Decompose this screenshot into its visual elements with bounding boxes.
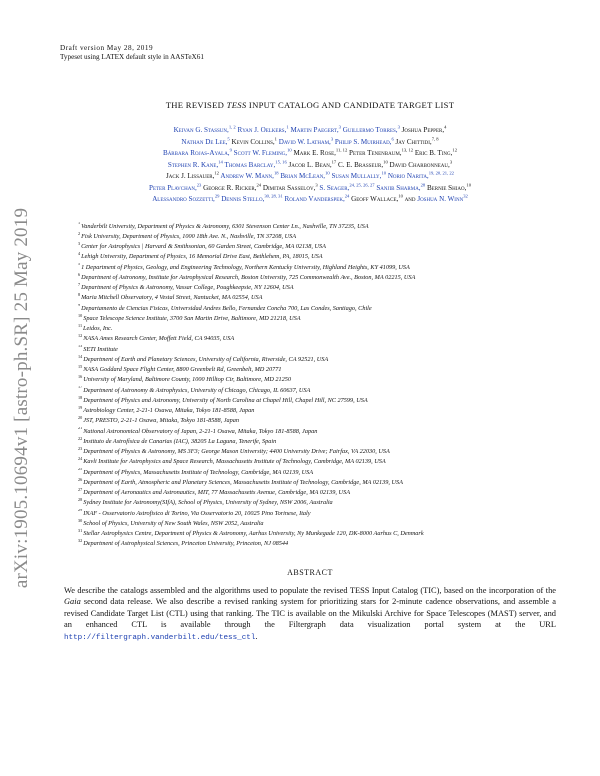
affiliation-marker: 12 — [214, 170, 219, 176]
author-link[interactable]: Brian McLean,$^{10}$ — [280, 170, 330, 180]
author-link[interactable]: Dennis Stello,$^{30, 28, 31}$ — [221, 193, 283, 203]
author-name: Jack J. Lissauer,$^{12}$ — [166, 170, 219, 180]
affiliation-marker: 7, 8 — [431, 136, 439, 142]
author-link[interactable]: Andrew W. Mann,$^{18}$ — [220, 170, 279, 180]
affiliation-item: $^{11}$Leidos, Inc. — [78, 324, 113, 332]
author-name: and — [404, 195, 416, 203]
author-link[interactable]: Philip S. Muirhead,$^6$ — [334, 136, 394, 146]
author-link[interactable]: Bárbara Rojas-Ayala,$^9$ — [162, 147, 232, 157]
author-name: Joshua Pepper,$^4$ — [401, 124, 447, 134]
author-link[interactable]: Guillermo Torres,$^3$ — [342, 124, 400, 134]
affiliation-marker: 10 — [466, 182, 471, 188]
affiliation-list — [60, 222, 560, 550]
affiliation-item: $^{24}$Kavli Institute for Astrophysics and Space Research, Massachusetts Institute of Technology, Cambridge, MA 02139, USA — [78, 457, 386, 466]
author-link[interactable]: Roland Vanderspek,$^{24}$ — [284, 193, 350, 203]
affiliation-marker: 23 — [196, 182, 202, 188]
author-link[interactable]: Susan Mullally,$^{10}$ — [331, 170, 387, 180]
affiliation-item: $^{16}$University of Maryland, Baltimore County, 1000 Hilltop Cir, Baltimore, MD 21250 — [78, 375, 292, 384]
affiliation-marker: 24, 25, 26, 27 — [349, 182, 375, 188]
affiliation-item: $^{25}$Department of Physics, Massachusetts Institute of Technology, Cambridge, MA 02139, USA — [78, 467, 314, 476]
paper-title: THE REVISED TESS INPUT CATALOG AND CANDIDATE TARGET LIST — [165, 100, 455, 110]
author-name: Kevin Collins,$^1$ — [231, 136, 277, 146]
affiliation-marker: 5 — [227, 136, 230, 142]
affiliation-marker: 3 — [449, 159, 453, 165]
author-link[interactable]: Nathan De Lee,$^5$ — [181, 136, 230, 146]
paper-page — [60, 44, 560, 644]
affiliation-item: $^{26}$Department of Earth, Atmospheric and Planetary Sciences, Massachusetts Institute of Technology, Cambridge, MA 02139, USA — [78, 477, 404, 486]
author-link[interactable]: Alessandro Sozzetti,$^{29}$ — [152, 193, 220, 203]
affiliation-marker: 15, 16 — [275, 159, 287, 165]
author-link[interactable]: Joshua N. Winn$^{32}$ — [417, 193, 468, 203]
affiliation-marker: 32 — [463, 193, 468, 199]
affiliation-item: $^{29}$INAF - Osservatorio Astrofisico di Torino, Via Osservatorio 20, 10025 Pino Torinese, Italy — [78, 508, 311, 517]
author-line — [60, 148, 560, 160]
author-link[interactable]: Thomas Barclay,$^{15, 16}$ — [224, 159, 287, 169]
author-link[interactable]: David W. Latham,$^3$ — [278, 136, 334, 146]
affiliation-marker: 3 — [315, 182, 318, 188]
affiliation-item: $^3$Center for Astrophysics | Harvard & Smithsonian, 60 Garden Street, Cambridge, MA 02138, USA — [78, 242, 326, 250]
affiliation-marker: 14 — [218, 159, 223, 165]
affiliation-item: $^9$Departamento de Ciencias Fisicas, Universidad Andres Bello, Fernandez Concha 700, Las Condes, Santiago, Chile — [78, 303, 372, 312]
author-name: Dimitar Sasselov,$^3$ — [262, 182, 318, 192]
author-name: Jacob L. Bean,$^{17}$ — [288, 159, 337, 169]
affiliation-marker: 12 — [452, 147, 458, 153]
preprint-header — [60, 44, 560, 62]
affiliation-item: $^1$Vanderbilt University, Department of Physics & Astronomy, 6301 Stevenson Center Ln., Nashville, TN 37235, USA — [78, 221, 369, 230]
author-line — [60, 183, 560, 195]
affiliation-item: $^{30}$School of Physics, University of New South Wales, NSW 2052, Australia — [78, 518, 264, 527]
affiliation-item: $^6$Department of Astronomy, Institute for Astrophysical Research, Boston University, 725 Commonwealth Ave., Boston, MA 02215, USA — [78, 272, 416, 281]
author-link[interactable]: Ryan J. Oelkers,$^1$ — [237, 124, 289, 134]
affiliation-item: $^5$1 Department of Physics, Geology, and Engineering Technology, Northern Kentucky University, Highland Heights, KY 41099, USA — [78, 262, 410, 271]
author-name: Jay Chittidi,$^{7, 8}$ — [395, 136, 439, 146]
affiliation-item: $^{22}$Instituto de Astrofísica de Canarias (IAC), 38205 La Laguna, Tenerife, Spain — [78, 436, 277, 445]
affiliation-marker: 1 — [286, 124, 289, 130]
affiliation-marker: 3 — [330, 136, 334, 142]
author-line — [60, 137, 560, 149]
author-link[interactable]: Norio Narita,$^{19, 20, 21, 22}$ — [387, 170, 454, 180]
author-name: Mark E. Rose,$^{11, 12}$ — [293, 147, 348, 157]
affiliation-item: $^{18}$Department of Physics and Astronomy, University of North Carolina at Chapel Hill, Chapel Hill, NC 27599, USA — [78, 395, 368, 404]
author-link[interactable]: S. Seager,$^{24, 25, 26, 27}$ — [319, 182, 375, 192]
affiliation-item: $^{31}$Stellar Astrophysics Centre, Department of Physics & Astronomy, Aarhus University, Ny Munkegade 120, DK-8000 Aarhus C, Denmark — [78, 529, 424, 537]
affiliation-marker: 3 — [397, 124, 400, 130]
affiliation-item: $^{15}$NASA Goddard Space Flight Center, 8800 Greenbelt Rd, Greenbelt, MD 20771 — [78, 365, 282, 373]
affiliation-item: $^8$Maria Mitchell Observatory, 4 Vestal Street, Nantucket, MA 02554, USA — [78, 293, 263, 302]
affiliation-item: $^{23}$Department of Physics & Astronomy, MS 3F3; George Mason University; 4400 University Drive; Fairfax, VA 22030, USA — [78, 447, 390, 455]
affiliation-marker: 17 — [331, 159, 337, 165]
abstract-heading: ABSTRACT — [287, 567, 333, 577]
abstract-text: We describe the catalogs assembled and the algorithms used to populate the revised TESS Input Catalog (TIC), based on the incorporation of the Gaia second data release. We also describe a revised ranking system for prioritizing stars for 2-minute cadence observations, and assemble a revised Candidate Target List (CTL) using that ranking. The TIC is available on the Mikulski Archive for Space Telescopes (MAST) server, and an enhanced CTL is available through the Filtergraph data visualization portal system at the URL http://filtergraph.vanderbilt.edu/tess_ctl. — [64, 585, 556, 642]
author-name: C. E. Brasseur,$^{10}$ — [338, 159, 388, 169]
affiliation-marker: 1 — [274, 136, 277, 142]
affiliation-marker: 1, 2 — [228, 124, 236, 130]
affiliation-item: $^{13}$SETI Institute — [78, 344, 118, 353]
affiliation-marker: 4 — [444, 124, 447, 130]
affiliation-marker: 29 — [214, 193, 220, 199]
author-link[interactable]: Sanjib Sharma,$^{28}$ — [376, 182, 426, 192]
affiliation-item: $^{21}$National Astronomical Observatory of Japan, 2-21-1 Osawa, Mitaka, Tokyo 181-8588, Japan — [78, 426, 318, 435]
affiliation-marker: 9 — [229, 147, 232, 153]
affiliation-item: $^{19}$Astrobiology Center, 2-21-1 Osawa, Mitaka, Tokyo 181-8588, Japan — [78, 406, 255, 414]
affiliation-item: $^7$Department of Physics & Astronomy, Vassar College, Poughkeepsie, NY 12604, USA — [78, 283, 294, 291]
affiliation-marker: 3 — [338, 124, 341, 130]
author-name: Eric B. Ting,$^{12}$ — [414, 147, 458, 157]
affiliation-item: $^2$Fisk University, Department of Physics, 1000 18th Ave. N., Nashville, TN 37208, USA — [78, 231, 297, 240]
affiliation-item: $^4$Lehigh University, Department of Physics, 16 Memorial Drive East, Bethlehem, PA, 18015, USA — [78, 252, 323, 261]
author-link[interactable]: Keivan G. Stassun,$^{1, 2}$ — [173, 124, 236, 134]
affiliation-marker: 24 — [256, 182, 262, 188]
author-line — [60, 194, 560, 206]
author-link[interactable]: Scott W. Fleming,$^{10}$ — [233, 147, 292, 157]
affiliation-marker: 10 — [325, 170, 330, 176]
author-link[interactable]: Stephen R. Kane,$^{14}$ — [167, 159, 223, 169]
typeset-note: Typeset using LATEX default style in AASTeX61 — [60, 53, 204, 61]
author-link[interactable]: Martin Paegert,$^3$ — [290, 124, 341, 134]
author-name: Geoff Wallace,$^{10}$ — [351, 193, 403, 203]
arxiv-identifier: arXiv:1905.10694v1 [astro-ph.SR] 25 May 2019 — [11, 207, 32, 589]
author-link[interactable]: Peter Plavchan,$^{23}$ — [149, 182, 202, 192]
affiliation-marker: 24 — [344, 193, 350, 199]
affiliation-marker: 19, 20, 21, 22 — [428, 170, 454, 176]
affiliation-marker: 10 — [381, 170, 387, 176]
affiliation-item: $^{10}$Space Telescope Science Institute, 3700 San Martin Drive, Baltimore, MD 21218, USA — [78, 313, 301, 322]
author-name: Peter Tenenbaum,$^{13, 12}$ — [349, 147, 414, 157]
affiliation-item: $^{28}$Sydney Institute for Astronomy(SIfA), School of Physics, University of Sydney, NSW 2006, Australia — [78, 498, 333, 507]
affiliation-item: $^{27}$Department of Aeronautics and Astronautics, MIT, 77 Massachusetts Avenue, Cambridge, MA 02139, USA — [78, 488, 351, 496]
affiliation-marker: 6 — [391, 136, 394, 142]
author-line — [60, 125, 560, 137]
affiliation-item: $^{17}$Department of Astronomy & Astrophysics, University of Chicago, Chicago, IL 60637, USA — [78, 385, 311, 394]
affiliation-marker: 10 — [398, 193, 403, 199]
affiliation-marker: 30, 28, 31 — [264, 193, 283, 199]
affiliation-item: $^{12}$NASA Ames Research Center, Moffett Field, CA 94035, USA — [78, 334, 235, 343]
draft-version: Draft version May 28, 2019 — [60, 44, 154, 52]
filtergraph-link[interactable]: http://filtergraph.vanderbilt.edu/tess_ctl — [64, 633, 256, 642]
author-name: George R. Ricker,$^{24}$ — [203, 182, 262, 192]
affiliation-marker: 18 — [273, 170, 279, 176]
affiliation-item: $^{32}$Department of Astrophysical Sciences, Princeton University, Princeton, NJ 08544 — [78, 539, 289, 548]
affiliation-marker: 13, 12 — [401, 147, 414, 153]
author-name: David Charbonneau,$^3$ — [389, 159, 453, 169]
author-line — [60, 160, 560, 172]
arxiv-sidebar — [0, 0, 44, 776]
affiliation-marker: 11, 12 — [335, 147, 348, 153]
affiliation-marker: 28 — [420, 182, 426, 188]
affiliation-marker: 10 — [287, 147, 292, 153]
author-line — [60, 171, 560, 183]
affiliation-marker: 10 — [383, 159, 388, 165]
author-list — [60, 125, 560, 206]
affiliation-item: $^{14}$Department of Earth and Planetary Sciences, University of California, Riverside, CA 92521, USA — [78, 354, 329, 363]
affiliation-item: $^{20}$JST, PRESTO, 2-21-1 Osawa, Mitaka, Tokyo 181-8588, Japan — [78, 416, 239, 425]
author-name: Bernie Shiao,$^{10}$ — [426, 182, 471, 192]
